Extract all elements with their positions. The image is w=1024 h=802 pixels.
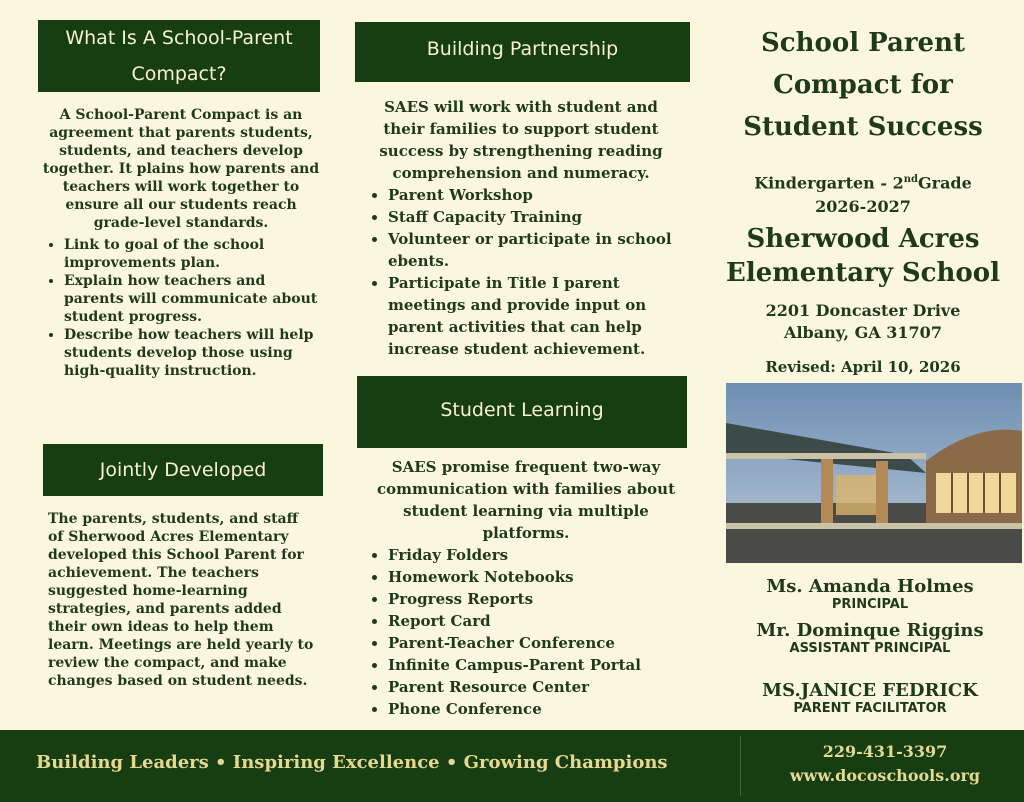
staff-assistant-principal — [720, 620, 1020, 656]
list-item: • Progress Reports — [388, 588, 686, 610]
school-name: Sherwood Acres Elementary School — [726, 224, 1000, 288]
list-item: • Volunteer or participate in school ebents. — [388, 228, 676, 272]
staff-role: PRINCIPAL — [831, 597, 909, 612]
list-item: • Parent Workshop — [388, 184, 676, 206]
school-building-photo — [726, 383, 1022, 563]
list-item: • Parent-Teacher Conference — [388, 632, 686, 654]
compact-bullets — [42, 236, 320, 380]
compact-heading: What Is A School-Parent Compact? — [38, 20, 320, 92]
brochure-title: School Parent Compact for Student Success — [743, 28, 983, 142]
student-learning-heading: Student Learning — [357, 376, 687, 448]
list-item: • Link to goal of the school improvements plan. — [64, 236, 320, 272]
staff-principal — [720, 576, 1020, 612]
school-address — [718, 300, 1008, 344]
list-item: • Homework Notebooks — [388, 566, 686, 588]
jointly-developed-heading: Jointly Developed — [43, 444, 323, 496]
list-item: • Friday Folders — [388, 544, 686, 566]
list-item: • Staff Capacity Training — [388, 206, 676, 228]
staff-role: PARENT FACILITATOR — [793, 701, 947, 716]
grade-superscript: nd — [903, 174, 918, 185]
list-item: • Participate in Title I parent meetings and provide input on parent activities that can help increase student achievement. — [388, 272, 676, 360]
grade-prefix: Kindergarten - 2 — [754, 173, 904, 193]
building-partnership-heading: Building Partnership — [355, 22, 690, 82]
website-link[interactable]: www.docoschools.org — [789, 766, 981, 785]
partnership-section — [366, 96, 676, 360]
partnership-intro: SAES will work with student and their families to support student success by strengthening reading comprehension and numeracy. — [379, 98, 663, 182]
staff-name: MS.JANICE FEDRICK — [762, 680, 978, 701]
jointly-developed-text: The parents, students, and staff of Sherwood Acres Elementary developed this School Parent for achievement. The teachers suggested home-learning strategies, and parents added their own ideas to help them learn. Meetings are held yearly to review the compact, and make changes based on student needs. — [48, 511, 314, 689]
address-line-1: 2201 Doncaster Drive — [765, 301, 961, 320]
list-item: • Report Card — [388, 610, 686, 632]
staff-name: Ms. Amanda Holmes — [766, 576, 974, 597]
compact-intro: A School-Parent Compact is an agreement that parents students, students, and teachers develop together. It plains how parents and teachers will work together to ensure all our students reach grade-level standards. — [42, 107, 320, 231]
footer-divider — [740, 736, 741, 796]
staff-parent-facilitator — [720, 680, 1020, 716]
grade-suffix: Grade — [917, 173, 972, 193]
student-learning-bullets — [366, 544, 686, 720]
partnership-bullets — [366, 184, 676, 360]
list-item: • Describe how teachers will help students develop those using high-quality instruction. — [64, 326, 320, 380]
compact-definition — [42, 106, 320, 380]
list-item: • Explain how teachers and parents will communicate about student progress. — [64, 272, 320, 326]
list-item: • Infinite Campus-Parent Portal — [388, 654, 686, 676]
footer-contact — [750, 740, 1020, 788]
student-learning-intro: SAES promise frequent two-way communication with families about student learning via multiple platforms. — [376, 458, 676, 542]
address-line-2: Albany, GA 31707 — [784, 323, 942, 342]
student-learning-section — [366, 456, 686, 720]
grade-range — [718, 168, 1008, 219]
staff-role: ASSISTANT PRINCIPAL — [789, 641, 951, 656]
footer-slogan: Building Leaders • Inspiring Excellence • Growing Champions — [36, 752, 668, 773]
list-item: • Parent Resource Center — [388, 676, 686, 698]
phone-number: 229-431-3397 — [822, 742, 948, 761]
school-building-illustration — [726, 383, 1022, 563]
revised-date: Revised: April 10, 2026 — [765, 358, 961, 376]
school-year: 2026-2027 — [815, 197, 911, 217]
list-item: • Phone Conference — [388, 698, 686, 720]
staff-name: Mr. Dominque Riggins — [756, 620, 984, 641]
